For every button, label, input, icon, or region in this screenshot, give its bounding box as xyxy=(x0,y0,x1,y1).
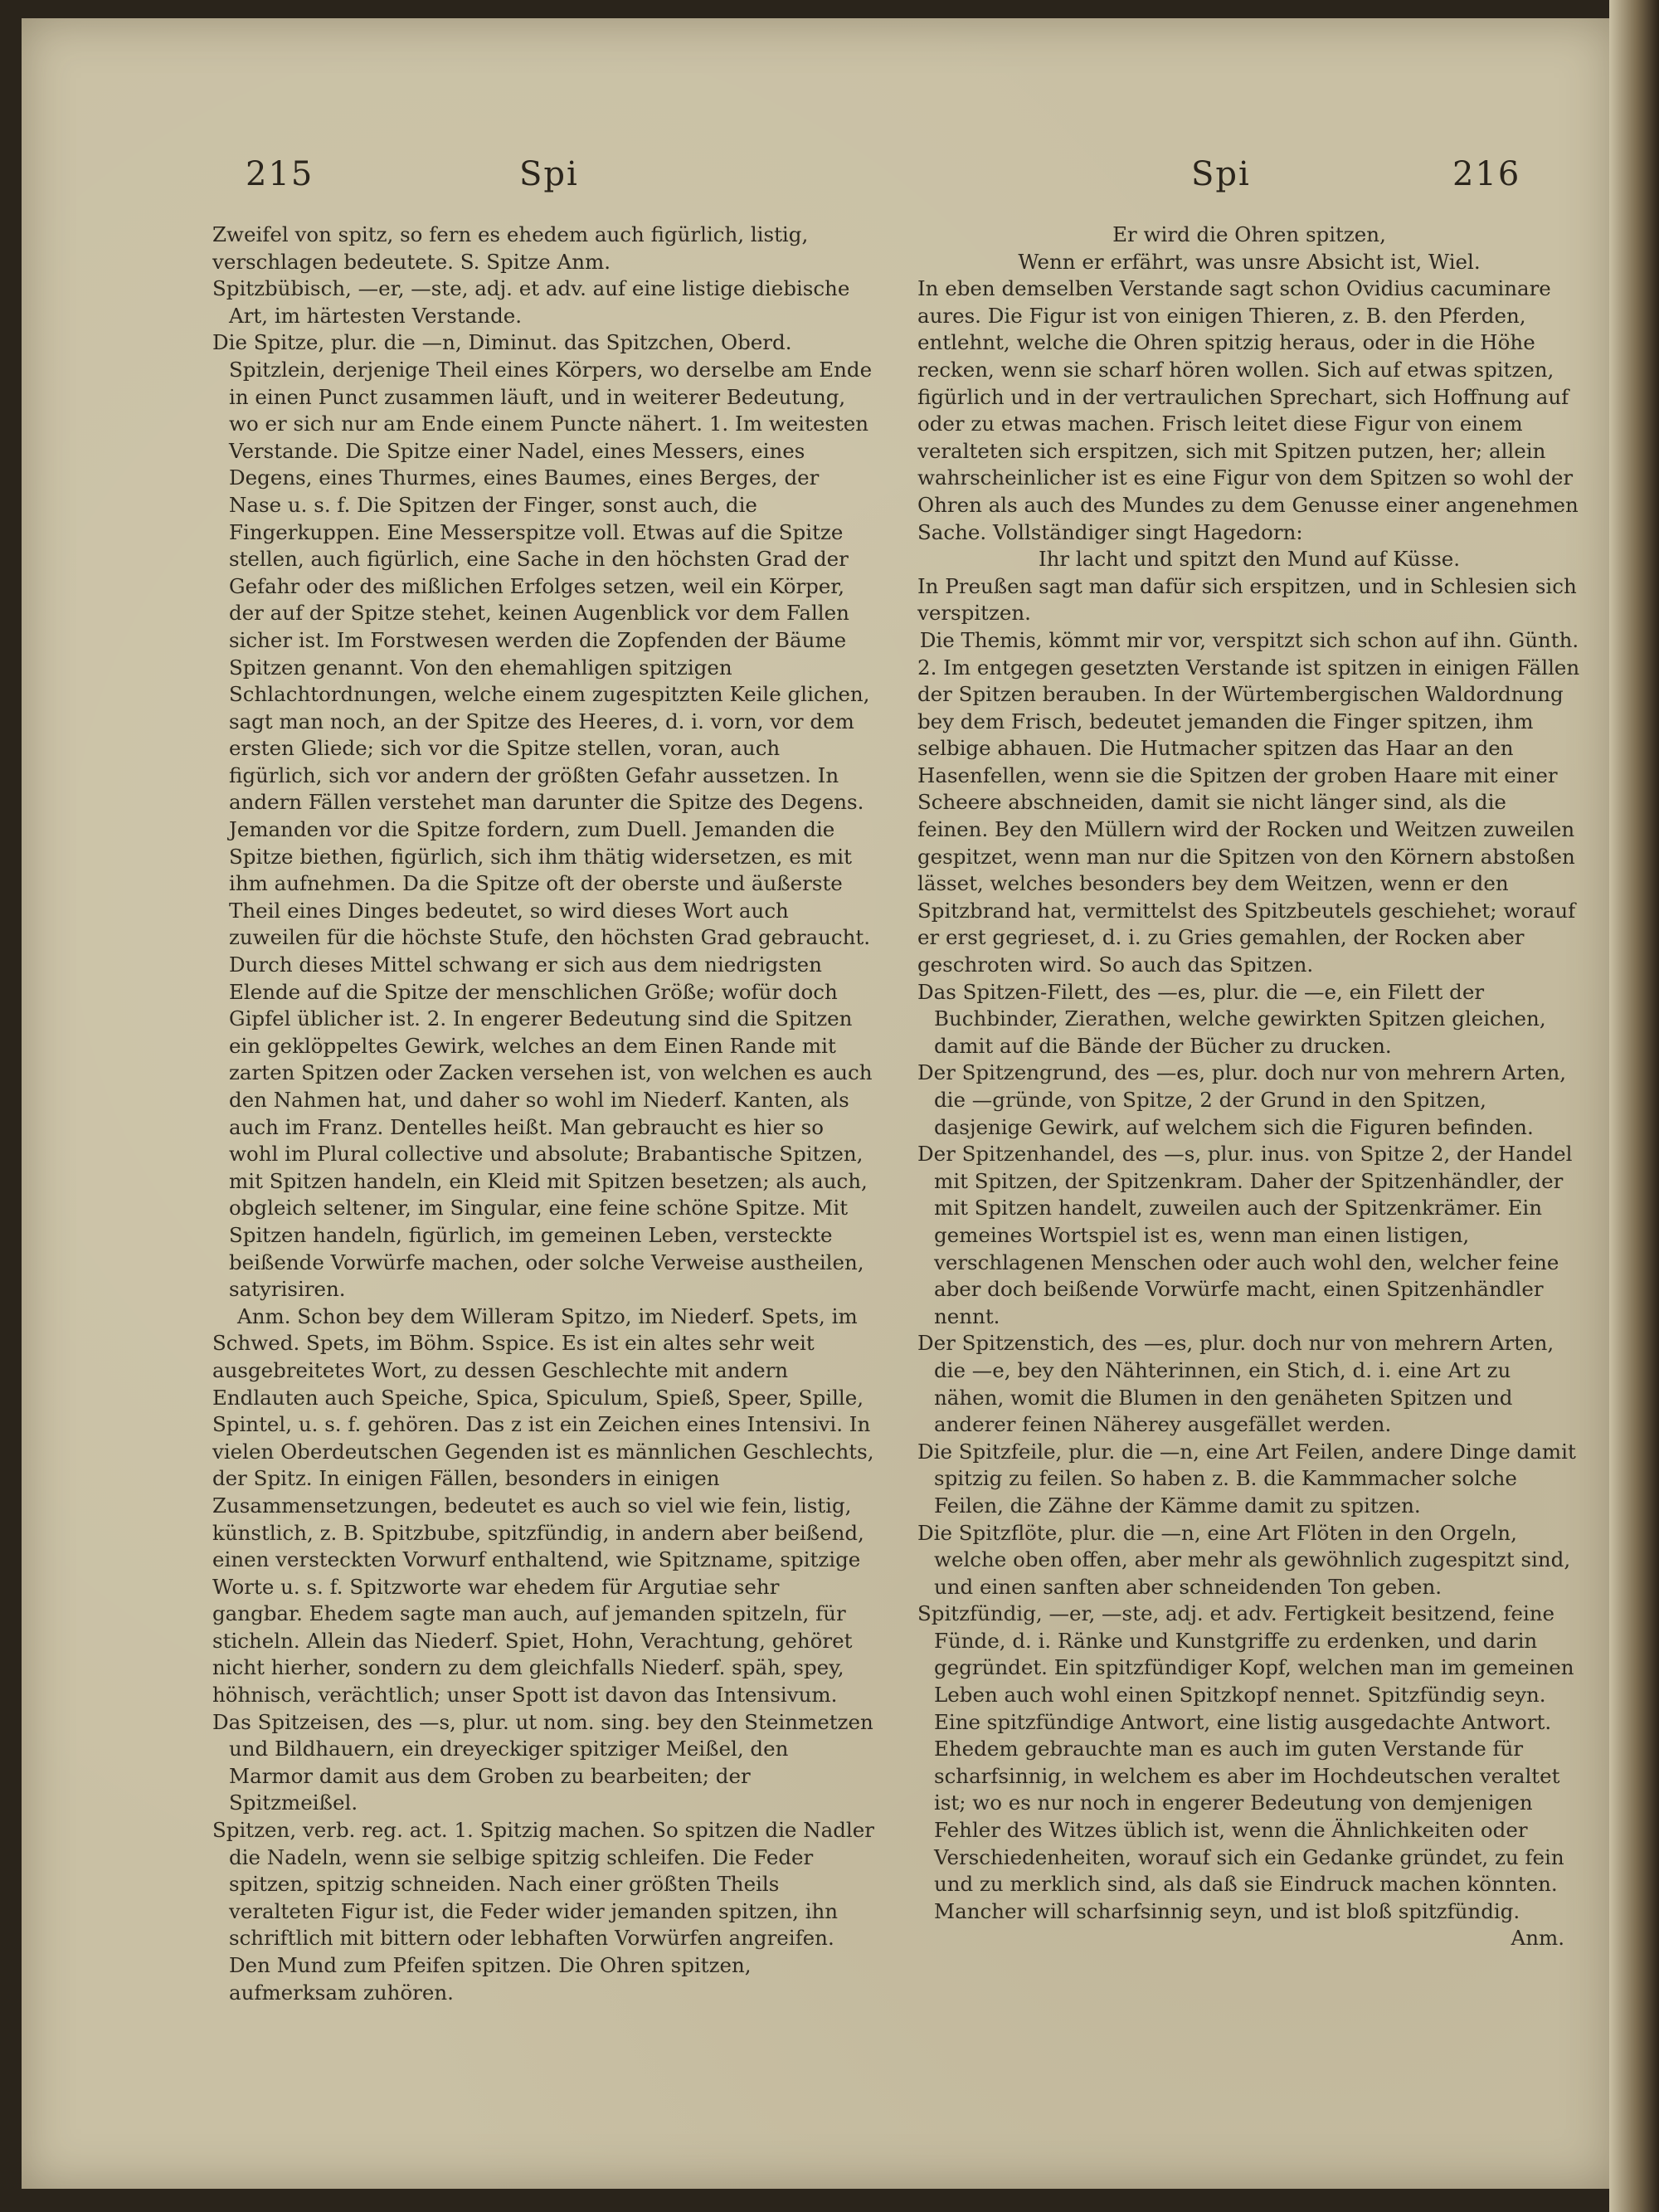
right-page-number: 216 xyxy=(1452,155,1521,193)
catchword: Anm. xyxy=(1511,1926,1564,1951)
right-column xyxy=(917,222,1581,1952)
text-paragraph: In Preußen sagt man dafür sich erspitzen, und in Schlesien sich verspitzen. xyxy=(917,573,1577,626)
right-running-head: Spi xyxy=(1191,155,1251,193)
left-column xyxy=(212,222,876,2006)
verse-line: Er wird die Ohren spitzen, xyxy=(1112,222,1386,246)
entry-spitzbuebisch: Spitzbübisch, —er, —ste, adj. et adv. auf eine listige diebische Art, im härtesten Verstande. xyxy=(212,276,850,328)
entry-spitzeisen: Das Spitzeisen, des —s, plur. ut nom. sing. bey den Steinmetzen und Bildhauern, ein dreyeckiger spitziger Meißel, den Marmor damit aus dem Groben zu bearbeiten; der Spitzmeißel. xyxy=(212,1709,873,1815)
entry-spitzenstich: Der Spitzenstich, des —es, plur. doch nur von mehrern Arten, die —e, bey den Nähterinnen, ein Stich, d. i. eine Art zu nähen, womit die Blumen in den genäheten Spitzen und anderer feinen Näherey ausgefället werden. xyxy=(917,1331,1554,1437)
entry-spitze: Die Spitze, plur. die —n, Diminut. das Spitzchen, Oberd. Spitzlein, derjenige Theil eines Körpers, wo derselbe am Ende in einen Punct zusammen läuft, und in weiterer Bedeutung, wo er sich nur am Ende einem Puncte nähert. 1. Im weitesten Verstande. Die Spitze einer Nadel, eines Messers, eines Degens, eines Thurmes, eines Baumes, eines Berges, der Nase u. s. f. Die Spitzen der Finger, sonst auch, die Fingerkuppen. Eine Messerspitze voll. Etwas auf die Spitze stellen, auch figürlich, eine Sache in den höchsten Grad der Gefahr oder des mißlichen Erfolges setzen, weil ein Körper, der auf der Spitze stehet, keinen Augenblick vor dem Fallen sicher ist. Im Forstwesen werden die Zopfenden der Bäume Spitzen genannt. Von den ehemahligen spitzigen Schlachtordnungen, welche einem zugespitzten Keile glichen, sagt man noch, an der Spitze des Heeres, d. i. vorn, vor dem ersten Gliede; sich vor die Spitze stellen, voran, auch figürlich, sich vor andern der größten Gefahr aussetzen. In andern Fällen verstehet man darunter die Spitze des Degens. Jemanden vor die Spitze fordern, zum Duell. Jemanden die Spitze biethen, figürlich, sich ihm thätig widersetzen, es mit ihm aufnehmen. Da die Spitze oft der oberste und äußerste Theil eines Dinges bedeutet, so wird dieses Wort auch zuweilen für die höchste Stufe, den höchsten Grad gebraucht. Durch dieses Mittel schwang er sich aus dem niedrigsten Elende auf die Spitze der menschlichen Größe; wofür doch Gipfel üblicher ist. 2. In engerer Bedeutung sind die Spitzen ein geklöppeltes Gewirk, welches an dem Einen Rande mit zarten Spitzen oder Zacken versehen ist, von welchen es auch den Nahmen hat, und daher so wohl im Niederf. Kanten, als auch im Franz. Dentelles heißt. Man gebraucht es hier so wohl im Plural collective und absolute; Brabantische Spitzen, mit Spitzen handeln, ein Kleid mit Spitzen besetzen; als auch, obgleich seltener, im Singular, eine feine schöne Spitze. Mit Spitzen handeln, figürlich, im gemeinen Leben, versteckte beißende Vorwürfe machen, oder solche Verweise austheilen, satyrisiren. xyxy=(212,330,873,1302)
verse-line: Wenn er erfährt, was unsre Absicht ist, Wiel. xyxy=(1018,249,1481,274)
book-page xyxy=(22,18,1614,2189)
left-running-head: Spi xyxy=(519,155,579,193)
left-page-number: 215 xyxy=(246,155,314,193)
entry-spitzen: Spitzen, verb. reg. act. 1. Spitzig machen. So spitzen die Nadler die Nadeln, wenn sie selbige spitzig schleifen. Die Feder spitzen, spitzig schneiden. Nach einer größten Theils veralteten Figur ist, die Feder wider jemanden spitzen, ihn schriftlich mit bittern oder lebhaften Vorwürfen angreifen. Den Mund zum Pfeifen spitzen. Die Ohren spitzen, aufmerksam zuhören. xyxy=(212,1818,874,2005)
text-paragraph: Zweifel von spitz, so fern es ehedem auch figürlich, listig, verschlagen bedeutete. S. Spitze Anm. xyxy=(212,222,809,274)
verse-line: Die Themis, kömmt mir vor, verspitzt sich schon auf ihn. Günth. xyxy=(919,627,1579,652)
entry-spitzfuendig: Spitzfündig, —er, —ste, adj. et adv. Fertigkeit besitzend, feine Fünde, d. i. Ränke und Kunstgriffe zu erdenken, und darin gegründet. Ein spitzfündiger Kopf, welchen man im gemeinen Leben auch wohl einen Spitzkopf nennet. Spitzfündig seyn. Eine spitzfündige Antwort, eine listig ausgedachte Antwort. Ehedem gebrauchte man es auch im guten Verstande für scharfsinnig, in welchem es aber im Hochdeutschen veraltet ist; wo es nur noch in engerer Bedeutung von demjenigen Fehler des Witzes üblich ist, wenn die Ähnlichkeiten oder Verschiedenheiten, worauf sich ein Gedanke gründet, zu fein und zu merklich sind, als daß sie Eindruck machen könnten. Mancher will scharfsinnig seyn, und ist bloß spitzfündig. xyxy=(917,1601,1574,1923)
entry-spitzen-filett: Das Spitzen-Filett, des —es, plur. die —e, ein Filett der Buchbinder, Zierathen, welche gewirkten Spitzen gleichen, damit auf die Bände der Bücher zu drucken. xyxy=(917,979,1546,1058)
note-spitze: Anm. Schon bey dem Willeram Spitzo, im Niederf. Spets, im Schwed. Spets, im Böhm. Sspice. Es ist ein altes sehr weit ausgebreitetes Wort, zu dessen Geschlechte mit andern Endlauten auch Speiche, Spica, Spiculum, Spieß, Speer, Spille, Spintel, u. s. f. gehören. Das z ist ein Zeichen eines Intensivi. In vielen Oberdeutschen Gegenden ist es männlichen Geschlechts, der Spitz. In einigen Fällen, besonders in einigen Zusammensetzungen, bedeutet es auch so viel wie fein, listig, künstlich, z. B. Spitzbube, spitzfündig, in andern aber beißend, einen versteckten Vorwurf enthaltend, wie Spitzname, spitzige Worte u. s. f. Spitzworte war ehedem für Argutiae sehr gangbar. Ehedem sagte man auch, auf jemanden spitzeln, für sticheln. Allein das Niederf. Spiet, Hohn, Verachtung, gehöret nicht hierher, sondern zu dem gleichfalls Niederf. späh, spey, höhnisch, verächtlich; unser Spott ist davon das Intensivum. xyxy=(212,1303,874,1708)
entry-spitzfloete: Die Spitzflöte, plur. die —n, eine Art Flöten in den Orgeln, welche oben offen, aber mehr als gewöhnlich zugespitzt sind, und einen sanften aber schneidenden Ton geben. xyxy=(917,1520,1571,1599)
entry-spitzengrund: Der Spitzengrund, des —es, plur. doch nur von mehrern Arten, die —gründe, von Spitze, 2 der Grund in den Spitzen, dasjenige Gewirk, auf welchem sich die Figuren befinden. xyxy=(917,1060,1567,1139)
book-spine-shadow xyxy=(1609,0,1659,2212)
entry-spitzfeile: Die Spitzfeile, plur. die —n, eine Art Feilen, andere Dinge damit spitzig zu feilen. So haben z. B. die Kammmacher solche Feilen, die Zähne der Kämme damit zu spitzen. xyxy=(917,1439,1576,1518)
verse-line: Ihr lacht und spitzt den Mund auf Küsse. xyxy=(1038,547,1461,572)
text-paragraph: In eben demselben Verstande sagt schon Ovidius cacuminare aures. Die Figur ist von einigen Thieren, z. B. den Pferden, entlehnt, welche die Ohren spitzig heraus, oder in die Höhe recken, wenn sie scharf hören wollen. Sich auf etwas spitzen, figürlich und in der vertraulichen Sprechart, sich Hoffnung auf oder zu etwas machen. Frisch leitet diese Figur von einem veralteten sich erspitzen, sich mit Spitzen putzen, her; allein wahrscheinlicher ist es eine Figur von dem Spitzen so wohl der Ohren als auch des Mundes zu dem Genusse einer angenehmen Sache. Vollständiger singt Hagedorn: xyxy=(917,276,1579,544)
entry-spitzenhandel: Der Spitzenhandel, des —s, plur. inus. von Spitze 2, der Handel mit Spitzen, der Spitzenkram. Daher der Spitzenhändler, der mit Spitzen handelt, zuweilen auch der Spitzenkrämer. Ein gemeines Wortspiel ist es, wenn man einen listigen, verschlagenen Menschen oder auch wohl den, welcher feine aber doch beißende Vorwürfe macht, einen Spitzenhändler nennt. xyxy=(917,1142,1573,1328)
text-paragraph: 2. Im entgegen gesetzten Verstande ist spitzen in einigen Fällen der Spitzen berauben. In der Würtembergischen Waldordnung bey dem Frisch, bedeutet jemanden die Finger spitzen, ihm selbige abhauen. Die Hutmacher spitzen das Haar an den Hasenfellen, wenn sie die Spitzen der groben Haare mit einer Scheere abschneiden, damit sie nicht länger sind, als die feinen. Bey den Müllern wird der Rocken und Weitzen zuweilen gespitzet, wenn man nur die Spitzen von den Körnern abstoßen lässet, welches besonders bey dem Weitzen, wenn er den Spitzbrand hat, vermittelst des Spitzbeutels geschiehet; worauf er erst gegrieset, d. i. zu Gries gemahlen, der Rocken aber geschroten wird. So auch das Spitzen. xyxy=(917,655,1580,977)
